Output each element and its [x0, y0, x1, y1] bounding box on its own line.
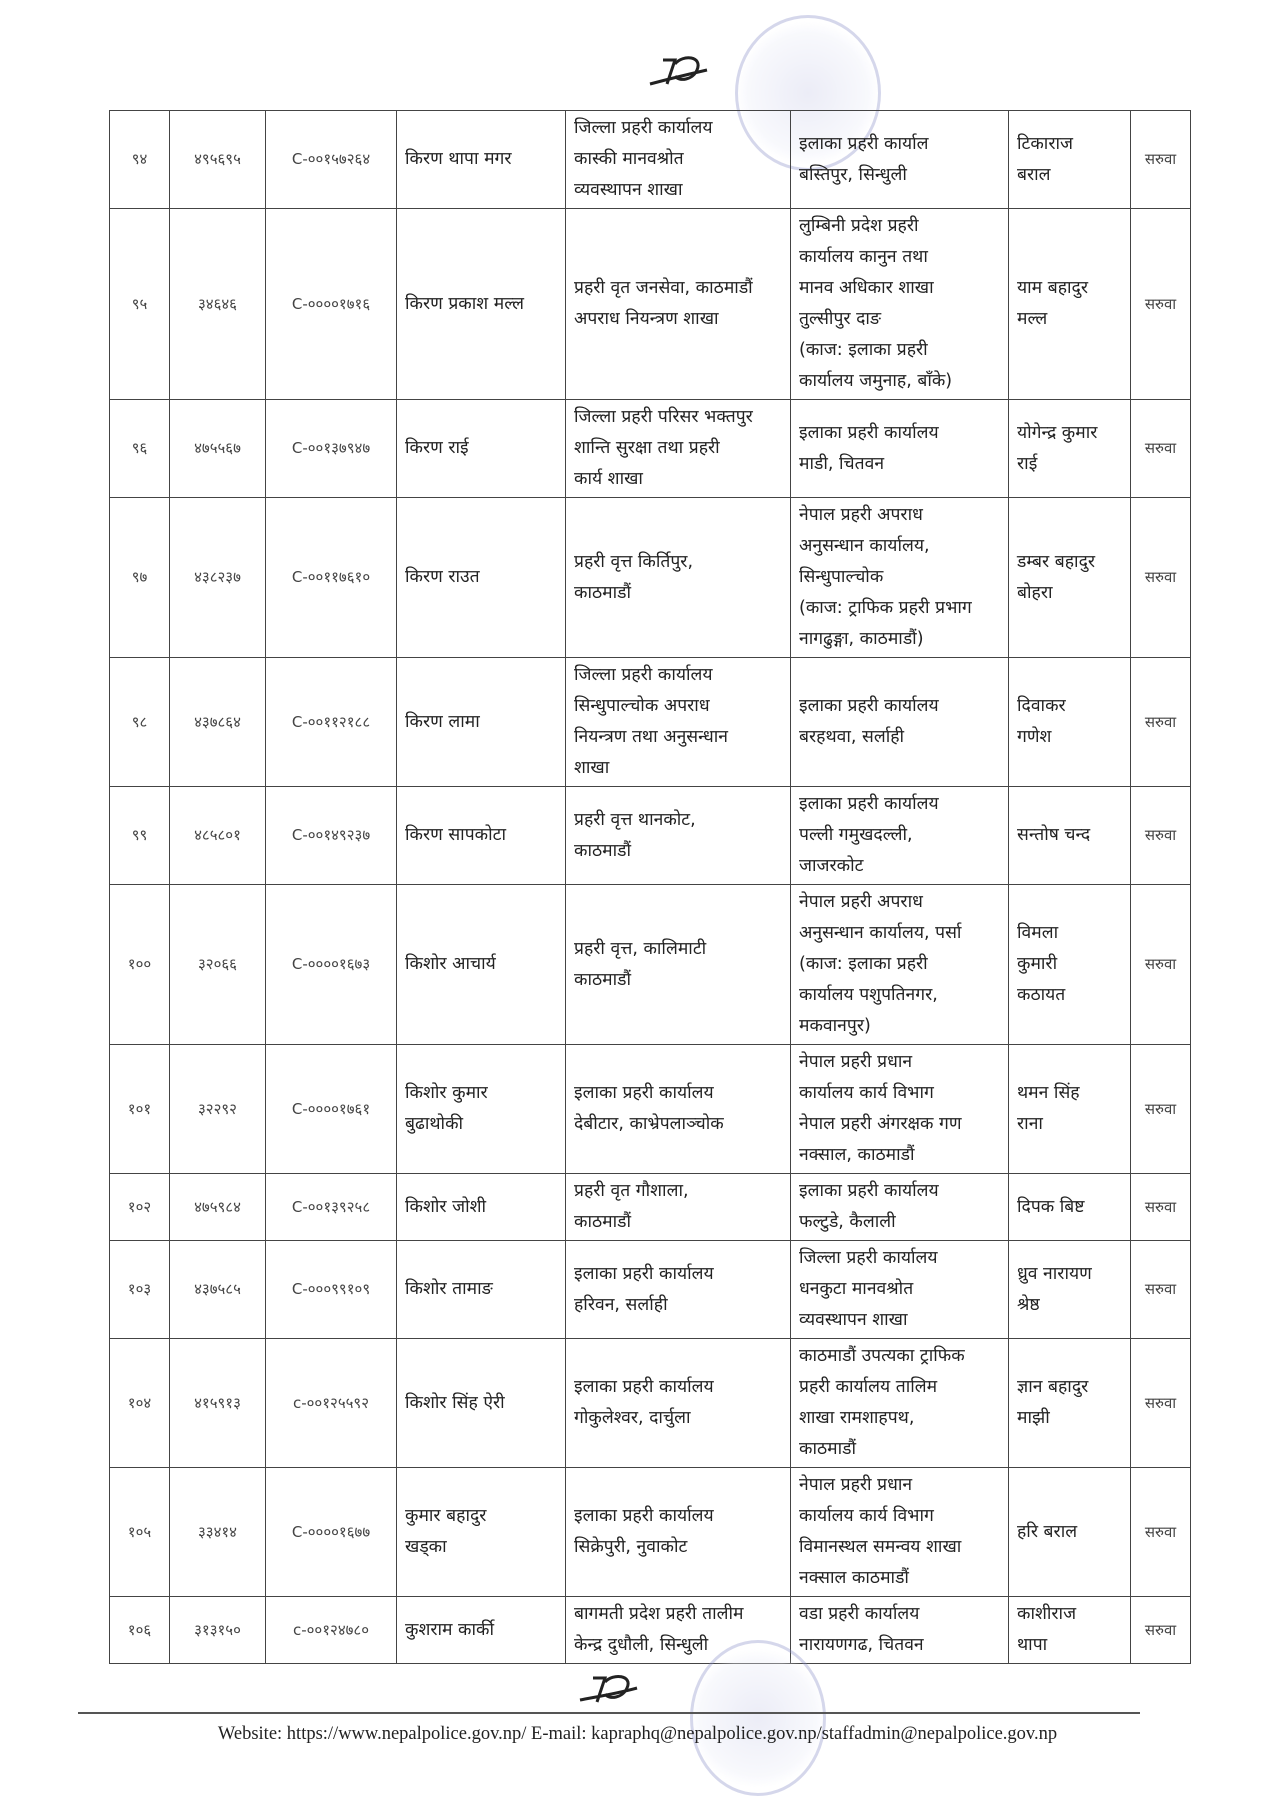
from-office-cell: बागमती प्रदेश प्रहरी तालीम केन्द्र दुधौली, सिन्धुली: [566, 1597, 791, 1664]
police-number-cell: ४१५९१३: [170, 1339, 266, 1468]
approver-cell: विमला कुमारी कठायत: [1009, 885, 1131, 1045]
action-cell: सरुवा: [1131, 1045, 1191, 1174]
action-cell: सरुवा: [1131, 1174, 1191, 1241]
transfer-table: [109, 110, 1191, 1664]
police-number-cell: ३१३१५०: [170, 1597, 266, 1664]
from-office-cell: इलाका प्रहरी कार्यालय गोकुलेश्वर, दार्चुला: [566, 1339, 791, 1468]
from-office-cell: इलाका प्रहरी कार्यालय सिक्रेपुरी, नुवाकोट: [566, 1468, 791, 1597]
from-office-cell: प्रहरी वृत्त थानकोट, काठमाडौं: [566, 787, 791, 885]
name-cell: किरण थापा मगर: [397, 111, 566, 209]
signature-top: [645, 50, 715, 92]
table-row: [110, 111, 1191, 209]
approver-cell: काशीराज थापा: [1009, 1597, 1131, 1664]
from-office-cell: प्रहरी वृत जनसेवा, काठमाडौं अपराध नियन्त्रण शाखा: [566, 209, 791, 400]
approver-cell: योगेन्द्र कुमार राई: [1009, 400, 1131, 498]
employee-code-cell: C-००००१७६१: [266, 1045, 397, 1174]
employee-code-cell: C-००११२१८८: [266, 658, 397, 787]
employee-code-cell: C-००१३९२५८: [266, 1174, 397, 1241]
employee-code-cell: C-००१३७९४७: [266, 400, 397, 498]
to-office-cell: काठमाडौं उपत्यका ट्राफिक प्रहरी कार्यालय तालिम शाखा रामशाहपथ, काठमाडौं: [791, 1339, 1009, 1468]
approver-cell: दिपक बिष्ट: [1009, 1174, 1131, 1241]
serial-number-cell: ९५: [110, 209, 170, 400]
action-cell: सरुवा: [1131, 498, 1191, 658]
employee-code-cell: C-००१५७२६४: [266, 111, 397, 209]
approver-cell: सन्तोष चन्द: [1009, 787, 1131, 885]
serial-number-cell: १००: [110, 885, 170, 1045]
serial-number-cell: ९६: [110, 400, 170, 498]
approver-cell: याम बहादुर मल्ल: [1009, 209, 1131, 400]
approver-cell: ध्रुव नारायण श्रेष्ठ: [1009, 1241, 1131, 1339]
from-office-cell: प्रहरी वृत्त, कालिमाटी काठमाडौं: [566, 885, 791, 1045]
to-office-cell: नेपाल प्रहरी प्रधान कार्यालय कार्य विभाग विमानस्थल समन्वय शाखा नक्साल काठमाडौं: [791, 1468, 1009, 1597]
to-office-cell: इलाका प्रहरी कार्यालय माडी, चितवन: [791, 400, 1009, 498]
approver-cell: थमन सिंह राना: [1009, 1045, 1131, 1174]
table-row: [110, 1339, 1191, 1468]
table-row: [110, 1045, 1191, 1174]
serial-number-cell: १०६: [110, 1597, 170, 1664]
action-cell: सरुवा: [1131, 1241, 1191, 1339]
action-cell: सरुवा: [1131, 1339, 1191, 1468]
action-cell: सरुवा: [1131, 658, 1191, 787]
serial-number-cell: १०४: [110, 1339, 170, 1468]
approver-cell: दिवाकर गणेश: [1009, 658, 1131, 787]
name-cell: किरण राउत: [397, 498, 566, 658]
from-office-cell: जिल्ला प्रहरी कार्यालय कास्की मानवश्रोत व्यवस्थापन शाखा: [566, 111, 791, 209]
police-number-cell: ४३७८६४: [170, 658, 266, 787]
serial-number-cell: ९८: [110, 658, 170, 787]
police-number-cell: ४७५५६७: [170, 400, 266, 498]
from-office-cell: प्रहरी वृत्त किर्तिपुर, काठमाडौं: [566, 498, 791, 658]
employee-code-cell: C-००००१७१६: [266, 209, 397, 400]
action-cell: सरुवा: [1131, 885, 1191, 1045]
to-office-cell: इलाका प्रहरी कार्यालय फल्टुडे, कैलाली: [791, 1174, 1009, 1241]
serial-number-cell: १०५: [110, 1468, 170, 1597]
footer-contact: Website: https://www.nepalpolice.gov.np/ E-mail: kapraphq@nepalpolice.gov.np/staffadmin@nepalpolice.gov.np: [217, 1724, 1058, 1744]
from-office-cell: जिल्ला प्रहरी कार्यालय सिन्धुपाल्चोक अपराध नियन्त्रण तथा अनुसन्धान शाखा: [566, 658, 791, 787]
employee-code-cell: C-००००१६७३: [266, 885, 397, 1045]
serial-number-cell: १०२: [110, 1174, 170, 1241]
action-cell: सरुवा: [1131, 1597, 1191, 1664]
to-office-cell: इलाका प्रहरी कार्यालय पल्ली गमुखदल्ली, जाजरकोट: [791, 787, 1009, 885]
table-row: [110, 1174, 1191, 1241]
to-office-cell: नेपाल प्रहरी प्रधान कार्यालय कार्य विभाग नेपाल प्रहरी अंगरक्षक गण नक्साल, काठमाडौं: [791, 1045, 1009, 1174]
action-cell: सरुवा: [1131, 787, 1191, 885]
footer-divider: [78, 1712, 1140, 1714]
police-number-cell: ४३८२३७: [170, 498, 266, 658]
employee-code-cell: C-००००१६७७: [266, 1468, 397, 1597]
official-seal-bottom: [690, 1640, 826, 1796]
name-cell: कुशराम कार्की: [397, 1597, 566, 1664]
serial-number-cell: १०१: [110, 1045, 170, 1174]
name-cell: किशोर सिंह ऐरी: [397, 1339, 566, 1468]
to-office-cell: इलाका प्रहरी कार्याल बस्तिपुर, सिन्धुली: [791, 111, 1009, 209]
table-row: [110, 498, 1191, 658]
police-number-cell: ४८५८०१: [170, 787, 266, 885]
name-cell: किरण राई: [397, 400, 566, 498]
table-row: [110, 885, 1191, 1045]
employee-code-cell: c-००१२४७८०: [266, 1597, 397, 1664]
approver-cell: टिकाराज बराल: [1009, 111, 1131, 209]
police-number-cell: ३४६४६: [170, 209, 266, 400]
police-number-cell: ३२०६६: [170, 885, 266, 1045]
table-row: [110, 209, 1191, 400]
name-cell: किरण प्रकाश मल्ल: [397, 209, 566, 400]
from-office-cell: इलाका प्रहरी कार्यालय हरिवन, सर्लाही: [566, 1241, 791, 1339]
table-row: [110, 1241, 1191, 1339]
table-row: [110, 658, 1191, 787]
employee-code-cell: C-००११७६१०: [266, 498, 397, 658]
to-office-cell: नेपाल प्रहरी अपराध अनुसन्धान कार्यालय, सिन्धुपाल्चोक (काज: ट्राफिक प्रहरी प्रभाग नागढुङ्गा, काठमाडौं): [791, 498, 1009, 658]
table-row: [110, 1468, 1191, 1597]
to-office-cell: इलाका प्रहरी कार्यालय बरहथवा, सर्लाही: [791, 658, 1009, 787]
serial-number-cell: १०३: [110, 1241, 170, 1339]
approver-cell: हरि बराल: [1009, 1468, 1131, 1597]
table-row: [110, 1597, 1191, 1664]
approver-cell: ज्ञान बहादुर माझी: [1009, 1339, 1131, 1468]
name-cell: किरण लामा: [397, 658, 566, 787]
serial-number-cell: ९७: [110, 498, 170, 658]
name-cell: किशोर जोशी: [397, 1174, 566, 1241]
employee-code-cell: C-०००९९१०९: [266, 1241, 397, 1339]
to-office-cell: नेपाल प्रहरी अपराध अनुसन्धान कार्यालय, पर्सा (काज: इलाका प्रहरी कार्यालय पशुपतिनगर, मकवानपुर): [791, 885, 1009, 1045]
employee-code-cell: C-००१४९२३७: [266, 787, 397, 885]
to-office-cell: जिल्ला प्रहरी कार्यालय धनकुटा मानवश्रोत व्यवस्थापन शाखा: [791, 1241, 1009, 1339]
signature-bottom: [575, 1670, 645, 1710]
action-cell: सरुवा: [1131, 111, 1191, 209]
police-number-cell: ४७५९८४: [170, 1174, 266, 1241]
serial-number-cell: ९४: [110, 111, 170, 209]
name-cell: किशोर कुमार बुढाथोकी: [397, 1045, 566, 1174]
from-office-cell: जिल्ला प्रहरी परिसर भक्तपुर शान्ति सुरक्षा तथा प्रहरी कार्य शाखा: [566, 400, 791, 498]
name-cell: किरण सापकोटा: [397, 787, 566, 885]
from-office-cell: प्रहरी वृत गौशाला, काठमाडौं: [566, 1174, 791, 1241]
name-cell: कुमार बहादुर खड्का: [397, 1468, 566, 1597]
action-cell: सरुवा: [1131, 1468, 1191, 1597]
serial-number-cell: ९९: [110, 787, 170, 885]
police-number-cell: ४३७५८५: [170, 1241, 266, 1339]
to-office-cell: लुम्बिनी प्रदेश प्रहरी कार्यालय कानुन तथा मानव अधिकार शाखा तुल्सीपुर दाङ (काज: इलाका प्रहरी कार्यालय जमुनाह, बाँके): [791, 209, 1009, 400]
name-cell: किशोर आचार्य: [397, 885, 566, 1045]
table-row: [110, 787, 1191, 885]
to-office-cell: वडा प्रहरी कार्यालय नारायणगढ, चितवन: [791, 1597, 1009, 1664]
name-cell: किशोर तामाङ: [397, 1241, 566, 1339]
action-cell: सरुवा: [1131, 400, 1191, 498]
action-cell: सरुवा: [1131, 209, 1191, 400]
police-number-cell: ४९५६९५: [170, 111, 266, 209]
police-number-cell: ३३४१४: [170, 1468, 266, 1597]
employee-code-cell: c-००१२५५९२: [266, 1339, 397, 1468]
approver-cell: डम्बर बहादुर बोहरा: [1009, 498, 1131, 658]
from-office-cell: इलाका प्रहरी कार्यालय देबीटार, काभ्रेपलाञ्चोक: [566, 1045, 791, 1174]
police-number-cell: ३२२९२: [170, 1045, 266, 1174]
table-row: [110, 400, 1191, 498]
